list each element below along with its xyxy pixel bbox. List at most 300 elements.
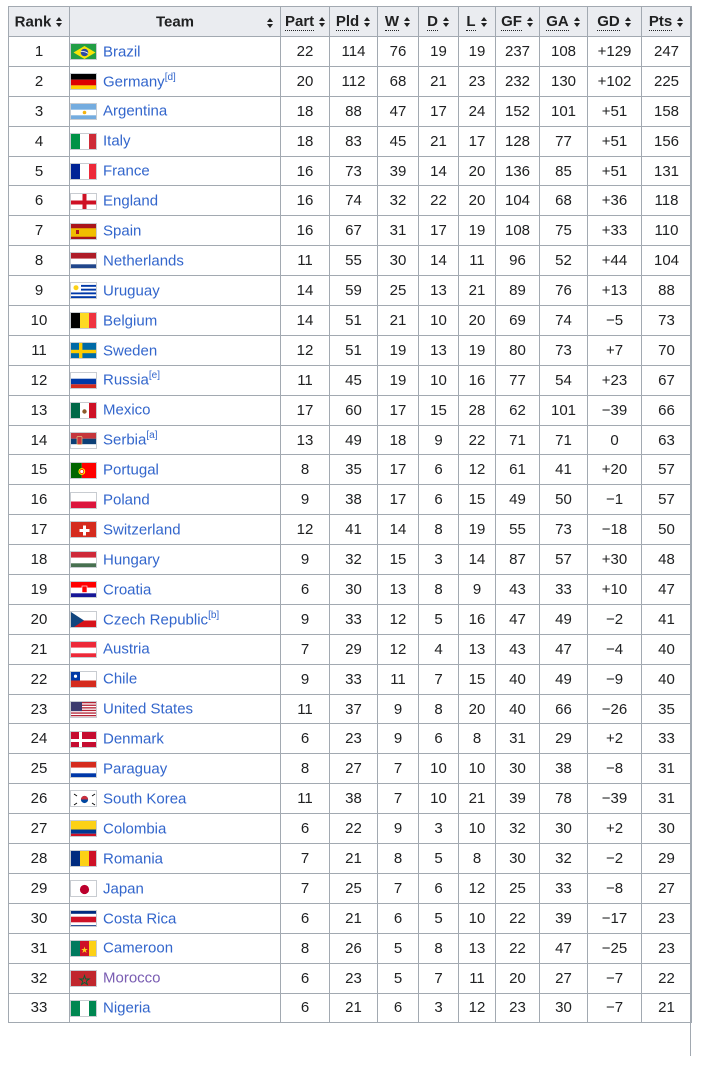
d-cell: 15 — [419, 395, 459, 425]
w-cell: 31 — [378, 216, 419, 246]
ga-cell: 33 — [540, 575, 588, 605]
table-row — [9, 37, 692, 67]
pld-cell: 27 — [330, 754, 378, 784]
d-cell: 14 — [419, 246, 459, 276]
ga-cell: 73 — [540, 335, 588, 365]
l-cell: 23 — [459, 66, 496, 96]
team-cell — [70, 126, 281, 156]
team-link[interactable]: Czech Republic — [103, 611, 209, 629]
rank-cell: 2 — [9, 66, 70, 96]
team-link[interactable]: Spain — [103, 222, 142, 240]
denmark-flag-icon — [70, 731, 97, 748]
gd-cell: 0 — [588, 425, 642, 455]
table-row — [9, 216, 692, 246]
d-cell: 22 — [419, 186, 459, 216]
team-link[interactable]: Belgium — [103, 312, 158, 330]
rank-cell: 24 — [9, 724, 70, 754]
gd-cell: +51 — [588, 96, 642, 126]
team-link[interactable]: Portugal — [103, 461, 159, 479]
l-cell: 15 — [459, 664, 496, 694]
ga-cell: 73 — [540, 515, 588, 545]
d-cell: 14 — [419, 156, 459, 186]
sort-arrows-icon[interactable] — [625, 17, 632, 27]
scroll-edge-divider — [690, 6, 691, 1056]
team-cell — [70, 545, 281, 575]
w-cell: 17 — [378, 395, 419, 425]
part-cell: 12 — [281, 335, 330, 365]
w-cell: 6 — [378, 993, 419, 1023]
team-link[interactable]: Russia — [103, 372, 149, 389]
team-link[interactable]: Costa Rica — [103, 910, 177, 928]
d-cell: 4 — [419, 634, 459, 664]
column-header-rank[interactable] — [9, 7, 70, 37]
footnote-link[interactable]: [b] — [208, 609, 220, 621]
rank-cell: 26 — [9, 784, 70, 814]
gf-cell: 232 — [496, 66, 540, 96]
gf-cell: 30 — [496, 844, 540, 874]
standings-table-container — [8, 6, 692, 1023]
pts-cell: 70 — [642, 335, 692, 365]
brazil-flag-icon — [70, 43, 97, 60]
l-cell: 19 — [459, 335, 496, 365]
team-link[interactable]: Italy — [103, 132, 131, 150]
team-link[interactable]: Chile — [103, 670, 138, 688]
d-cell: 17 — [419, 216, 459, 246]
gf-cell: 32 — [496, 814, 540, 844]
pld-cell: 21 — [330, 844, 378, 874]
gf-cell: 87 — [496, 545, 540, 575]
gf-cell: 128 — [496, 126, 540, 156]
column-header-pts[interactable] — [642, 7, 692, 37]
gd-cell: +102 — [588, 66, 642, 96]
pld-cell: 114 — [330, 37, 378, 67]
rank-cell: 18 — [9, 545, 70, 575]
w-cell: 9 — [378, 814, 419, 844]
pld-cell: 59 — [330, 276, 378, 306]
footnote-link[interactable]: [a] — [146, 430, 158, 442]
d-cell: 5 — [419, 903, 459, 933]
pld-cell: 83 — [330, 126, 378, 156]
table-row — [9, 276, 692, 306]
part-cell: 11 — [281, 246, 330, 276]
ga-cell: 108 — [540, 37, 588, 67]
part-cell: 11 — [281, 365, 330, 395]
team-link[interactable]: Japan — [103, 880, 144, 898]
column-header-label: Team — [155, 13, 195, 31]
team-link[interactable]: United States — [103, 700, 194, 718]
ga-cell: 101 — [540, 395, 588, 425]
d-cell: 8 — [419, 933, 459, 963]
d-cell: 13 — [419, 276, 459, 306]
pts-cell: 110 — [642, 216, 692, 246]
table-row — [9, 604, 692, 634]
sort-arrows-icon[interactable] — [574, 17, 581, 27]
column-header-label: GD — [597, 13, 620, 31]
rank-cell: 1 — [9, 37, 70, 67]
team-cell — [70, 485, 281, 515]
pld-cell: 45 — [330, 365, 378, 395]
ga-cell: 41 — [540, 455, 588, 485]
table-row — [9, 96, 692, 126]
pts-cell: 50 — [642, 515, 692, 545]
rank-cell: 28 — [9, 844, 70, 874]
ga-cell: 27 — [540, 963, 588, 993]
gd-cell: −5 — [588, 306, 642, 336]
column-header-team[interactable] — [70, 7, 281, 37]
gf-cell: 40 — [496, 664, 540, 694]
nigeria-flag-icon — [70, 1000, 97, 1017]
d-cell: 8 — [419, 575, 459, 605]
sort-arrows-icon[interactable] — [404, 17, 411, 27]
team-link[interactable]: Poland — [103, 491, 150, 509]
gd-cell: +23 — [588, 365, 642, 395]
l-cell: 20 — [459, 186, 496, 216]
sort-arrows-icon[interactable] — [677, 17, 684, 27]
w-cell: 13 — [378, 575, 419, 605]
costa-rica-flag-icon — [70, 910, 97, 927]
rank-cell: 7 — [9, 216, 70, 246]
column-header-l[interactable] — [459, 7, 496, 37]
pts-cell: 40 — [642, 634, 692, 664]
sort-arrows-icon[interactable] — [267, 18, 274, 28]
ga-cell: 68 — [540, 186, 588, 216]
pld-cell: 49 — [330, 425, 378, 455]
table-row — [9, 545, 692, 575]
pld-cell: 26 — [330, 933, 378, 963]
gf-cell: 96 — [496, 246, 540, 276]
pld-cell: 25 — [330, 873, 378, 903]
sort-arrows-icon[interactable] — [443, 17, 450, 27]
france-flag-icon — [70, 163, 97, 180]
footnote-link[interactable]: [e] — [148, 370, 160, 382]
d-cell: 6 — [419, 455, 459, 485]
part-cell: 18 — [281, 96, 330, 126]
gd-cell: +10 — [588, 575, 642, 605]
team-cell — [70, 604, 281, 634]
sort-arrows-icon[interactable] — [56, 17, 63, 27]
l-cell: 17 — [459, 126, 496, 156]
pld-cell: 21 — [330, 993, 378, 1023]
column-header-part[interactable] — [281, 7, 330, 37]
pts-cell: 104 — [642, 246, 692, 276]
gd-cell: −17 — [588, 903, 642, 933]
sort-arrows-icon[interactable] — [364, 17, 371, 27]
d-cell: 5 — [419, 604, 459, 634]
gd-cell: −18 — [588, 515, 642, 545]
serbia-flag-icon — [70, 432, 97, 449]
d-cell: 6 — [419, 873, 459, 903]
team-link[interactable]: Argentina — [103, 102, 168, 120]
pld-cell: 73 — [330, 156, 378, 186]
table-row — [9, 66, 692, 96]
ga-cell: 130 — [540, 66, 588, 96]
gf-cell: 43 — [496, 575, 540, 605]
rank-cell: 4 — [9, 126, 70, 156]
pld-cell: 41 — [330, 515, 378, 545]
ga-cell: 30 — [540, 814, 588, 844]
russia-flag-icon — [70, 372, 97, 389]
romania-flag-icon — [70, 850, 97, 867]
w-cell: 12 — [378, 604, 419, 634]
team-link[interactable]: Germany — [103, 73, 165, 91]
pts-cell: 21 — [642, 993, 692, 1023]
team-link[interactable]: Netherlands — [103, 252, 184, 270]
rank-cell: 16 — [9, 485, 70, 515]
pld-cell: 33 — [330, 664, 378, 694]
poland-flag-icon — [70, 492, 97, 509]
pts-cell: 48 — [642, 545, 692, 575]
w-cell: 32 — [378, 186, 419, 216]
standings-body — [9, 37, 692, 1023]
footnote-link[interactable]: [d] — [164, 71, 176, 83]
team-link[interactable]: Colombia — [103, 820, 167, 838]
team-link[interactable]: Mexico — [103, 401, 151, 419]
team-cell — [70, 575, 281, 605]
pts-cell: 41 — [642, 604, 692, 634]
l-cell: 20 — [459, 694, 496, 724]
gf-cell: 55 — [496, 515, 540, 545]
pld-cell: 37 — [330, 694, 378, 724]
column-header-label: L — [466, 13, 476, 31]
ga-cell: 57 — [540, 545, 588, 575]
part-cell: 7 — [281, 873, 330, 903]
table-row — [9, 754, 692, 784]
team-link[interactable]: France — [103, 162, 150, 180]
team-cell — [70, 933, 281, 963]
gd-cell: +44 — [588, 246, 642, 276]
gf-cell: 71 — [496, 425, 540, 455]
mexico-flag-icon — [70, 402, 97, 419]
rank-cell: 21 — [9, 634, 70, 664]
team-cell — [70, 156, 281, 186]
team-link[interactable]: England — [103, 192, 159, 210]
rank-cell: 3 — [9, 96, 70, 126]
cameroon-flag-icon — [70, 940, 97, 957]
table-row — [9, 844, 692, 874]
l-cell: 13 — [459, 933, 496, 963]
team-link[interactable]: Serbia — [103, 431, 147, 449]
team-link[interactable]: Cameroon — [103, 939, 174, 957]
l-cell: 20 — [459, 306, 496, 336]
gd-cell: +30 — [588, 545, 642, 575]
d-cell: 13 — [419, 335, 459, 365]
sort-arrows-icon[interactable] — [481, 17, 488, 27]
gd-cell: +20 — [588, 455, 642, 485]
table-row — [9, 664, 692, 694]
l-cell: 19 — [459, 37, 496, 67]
pld-cell: 21 — [330, 903, 378, 933]
team-cell — [70, 993, 281, 1023]
team-cell — [70, 724, 281, 754]
table-row — [9, 993, 692, 1023]
team-link[interactable]: Uruguay — [103, 282, 160, 300]
part-cell: 9 — [281, 545, 330, 575]
austria-flag-icon — [70, 641, 97, 658]
pld-cell: 23 — [330, 963, 378, 993]
switzerland-flag-icon — [70, 521, 97, 538]
pld-cell: 35 — [330, 455, 378, 485]
d-cell: 6 — [419, 724, 459, 754]
sort-arrows-icon[interactable] — [527, 17, 534, 27]
germany-flag-icon — [70, 73, 97, 90]
team-link[interactable]: Croatia — [103, 581, 152, 599]
column-header-pld[interactable] — [330, 7, 378, 37]
gd-cell: +2 — [588, 814, 642, 844]
part-cell: 22 — [281, 37, 330, 67]
d-cell: 19 — [419, 37, 459, 67]
team-link[interactable]: Nigeria — [103, 999, 151, 1017]
spain-flag-icon — [70, 223, 97, 240]
pts-cell: 225 — [642, 66, 692, 96]
l-cell: 12 — [459, 873, 496, 903]
d-cell: 3 — [419, 545, 459, 575]
column-header-d[interactable] — [419, 7, 459, 37]
team-cell — [70, 873, 281, 903]
table-row — [9, 485, 692, 515]
ga-cell: 54 — [540, 365, 588, 395]
team-cell — [70, 754, 281, 784]
rank-cell: 11 — [9, 335, 70, 365]
team-link[interactable]: Austria — [103, 641, 150, 659]
pts-cell: 73 — [642, 306, 692, 336]
d-cell: 7 — [419, 664, 459, 694]
part-cell: 6 — [281, 993, 330, 1023]
pts-cell: 22 — [642, 963, 692, 993]
japan-flag-icon — [70, 880, 97, 897]
rank-cell: 22 — [9, 664, 70, 694]
table-row — [9, 634, 692, 664]
l-cell: 11 — [459, 246, 496, 276]
gd-cell: +36 — [588, 186, 642, 216]
pts-cell: 27 — [642, 873, 692, 903]
w-cell: 21 — [378, 306, 419, 336]
table-row — [9, 246, 692, 276]
team-link[interactable]: Hungary — [103, 551, 160, 569]
gf-cell: 40 — [496, 694, 540, 724]
part-cell: 9 — [281, 664, 330, 694]
table-row — [9, 724, 692, 754]
ga-cell: 85 — [540, 156, 588, 186]
team-link[interactable]: Denmark — [103, 730, 164, 748]
part-cell: 6 — [281, 724, 330, 754]
pld-cell: 32 — [330, 545, 378, 575]
team-cell — [70, 395, 281, 425]
sort-arrows-icon[interactable] — [319, 17, 326, 27]
team-link[interactable]: South Korea — [103, 790, 187, 808]
pts-cell: 156 — [642, 126, 692, 156]
gf-cell: 31 — [496, 724, 540, 754]
column-header-ga[interactable] — [540, 7, 588, 37]
l-cell: 11 — [459, 963, 496, 993]
column-header-w[interactable] — [378, 7, 419, 37]
paraguay-flag-icon — [70, 761, 97, 778]
gf-cell: 22 — [496, 903, 540, 933]
l-cell: 20 — [459, 156, 496, 186]
column-header-gf[interactable] — [496, 7, 540, 37]
w-cell: 9 — [378, 724, 419, 754]
team-cell — [70, 365, 281, 395]
morocco-flag-icon — [70, 970, 97, 987]
pts-cell: 35 — [642, 694, 692, 724]
team-link[interactable]: Romania — [103, 850, 164, 868]
team-cell — [70, 66, 281, 96]
gd-cell: −39 — [588, 784, 642, 814]
w-cell: 30 — [378, 246, 419, 276]
team-link[interactable]: Paraguay — [103, 760, 168, 778]
team-cell — [70, 425, 281, 455]
w-cell: 8 — [378, 844, 419, 874]
part-cell: 12 — [281, 515, 330, 545]
team-cell — [70, 246, 281, 276]
team-link[interactable]: Sweden — [103, 342, 158, 360]
table-row — [9, 575, 692, 605]
pts-cell: 247 — [642, 37, 692, 67]
part-cell: 9 — [281, 485, 330, 515]
rank-cell: 13 — [9, 395, 70, 425]
team-cell — [70, 455, 281, 485]
team-cell — [70, 335, 281, 365]
team-link[interactable]: Morocco — [103, 969, 161, 987]
header-row — [9, 7, 692, 37]
pld-cell: 67 — [330, 216, 378, 246]
part-cell: 8 — [281, 754, 330, 784]
gf-cell: 49 — [496, 485, 540, 515]
d-cell: 10 — [419, 365, 459, 395]
table-row — [9, 963, 692, 993]
rank-cell: 23 — [9, 694, 70, 724]
team-cell — [70, 306, 281, 336]
italy-flag-icon — [70, 133, 97, 150]
rank-cell: 9 — [9, 276, 70, 306]
rank-cell: 20 — [9, 604, 70, 634]
rank-cell: 31 — [9, 933, 70, 963]
ga-cell: 76 — [540, 276, 588, 306]
column-header-gd[interactable] — [588, 7, 642, 37]
team-cell — [70, 515, 281, 545]
d-cell: 8 — [419, 515, 459, 545]
team-cell — [70, 664, 281, 694]
portugal-flag-icon — [70, 462, 97, 479]
argentina-flag-icon — [70, 103, 97, 120]
table-row — [9, 694, 692, 724]
ga-cell: 32 — [540, 844, 588, 874]
l-cell: 10 — [459, 814, 496, 844]
table-row — [9, 515, 692, 545]
pts-cell: 31 — [642, 754, 692, 784]
d-cell: 7 — [419, 963, 459, 993]
d-cell: 3 — [419, 814, 459, 844]
rank-cell: 32 — [9, 963, 70, 993]
column-header-label: Rank — [14, 13, 52, 31]
table-row — [9, 933, 692, 963]
rank-cell: 33 — [9, 993, 70, 1023]
pts-cell: 40 — [642, 664, 692, 694]
gd-cell: −26 — [588, 694, 642, 724]
team-link[interactable]: Switzerland — [103, 521, 181, 539]
gf-cell: 30 — [496, 754, 540, 784]
d-cell: 10 — [419, 784, 459, 814]
czech-republic-flag-icon — [70, 611, 97, 628]
team-link[interactable]: Brazil — [103, 43, 141, 61]
pts-cell: 118 — [642, 186, 692, 216]
l-cell: 12 — [459, 455, 496, 485]
table-row — [9, 365, 692, 395]
team-cell — [70, 844, 281, 874]
part-cell: 17 — [281, 395, 330, 425]
part-cell: 8 — [281, 933, 330, 963]
ga-cell: 71 — [540, 425, 588, 455]
l-cell: 16 — [459, 365, 496, 395]
